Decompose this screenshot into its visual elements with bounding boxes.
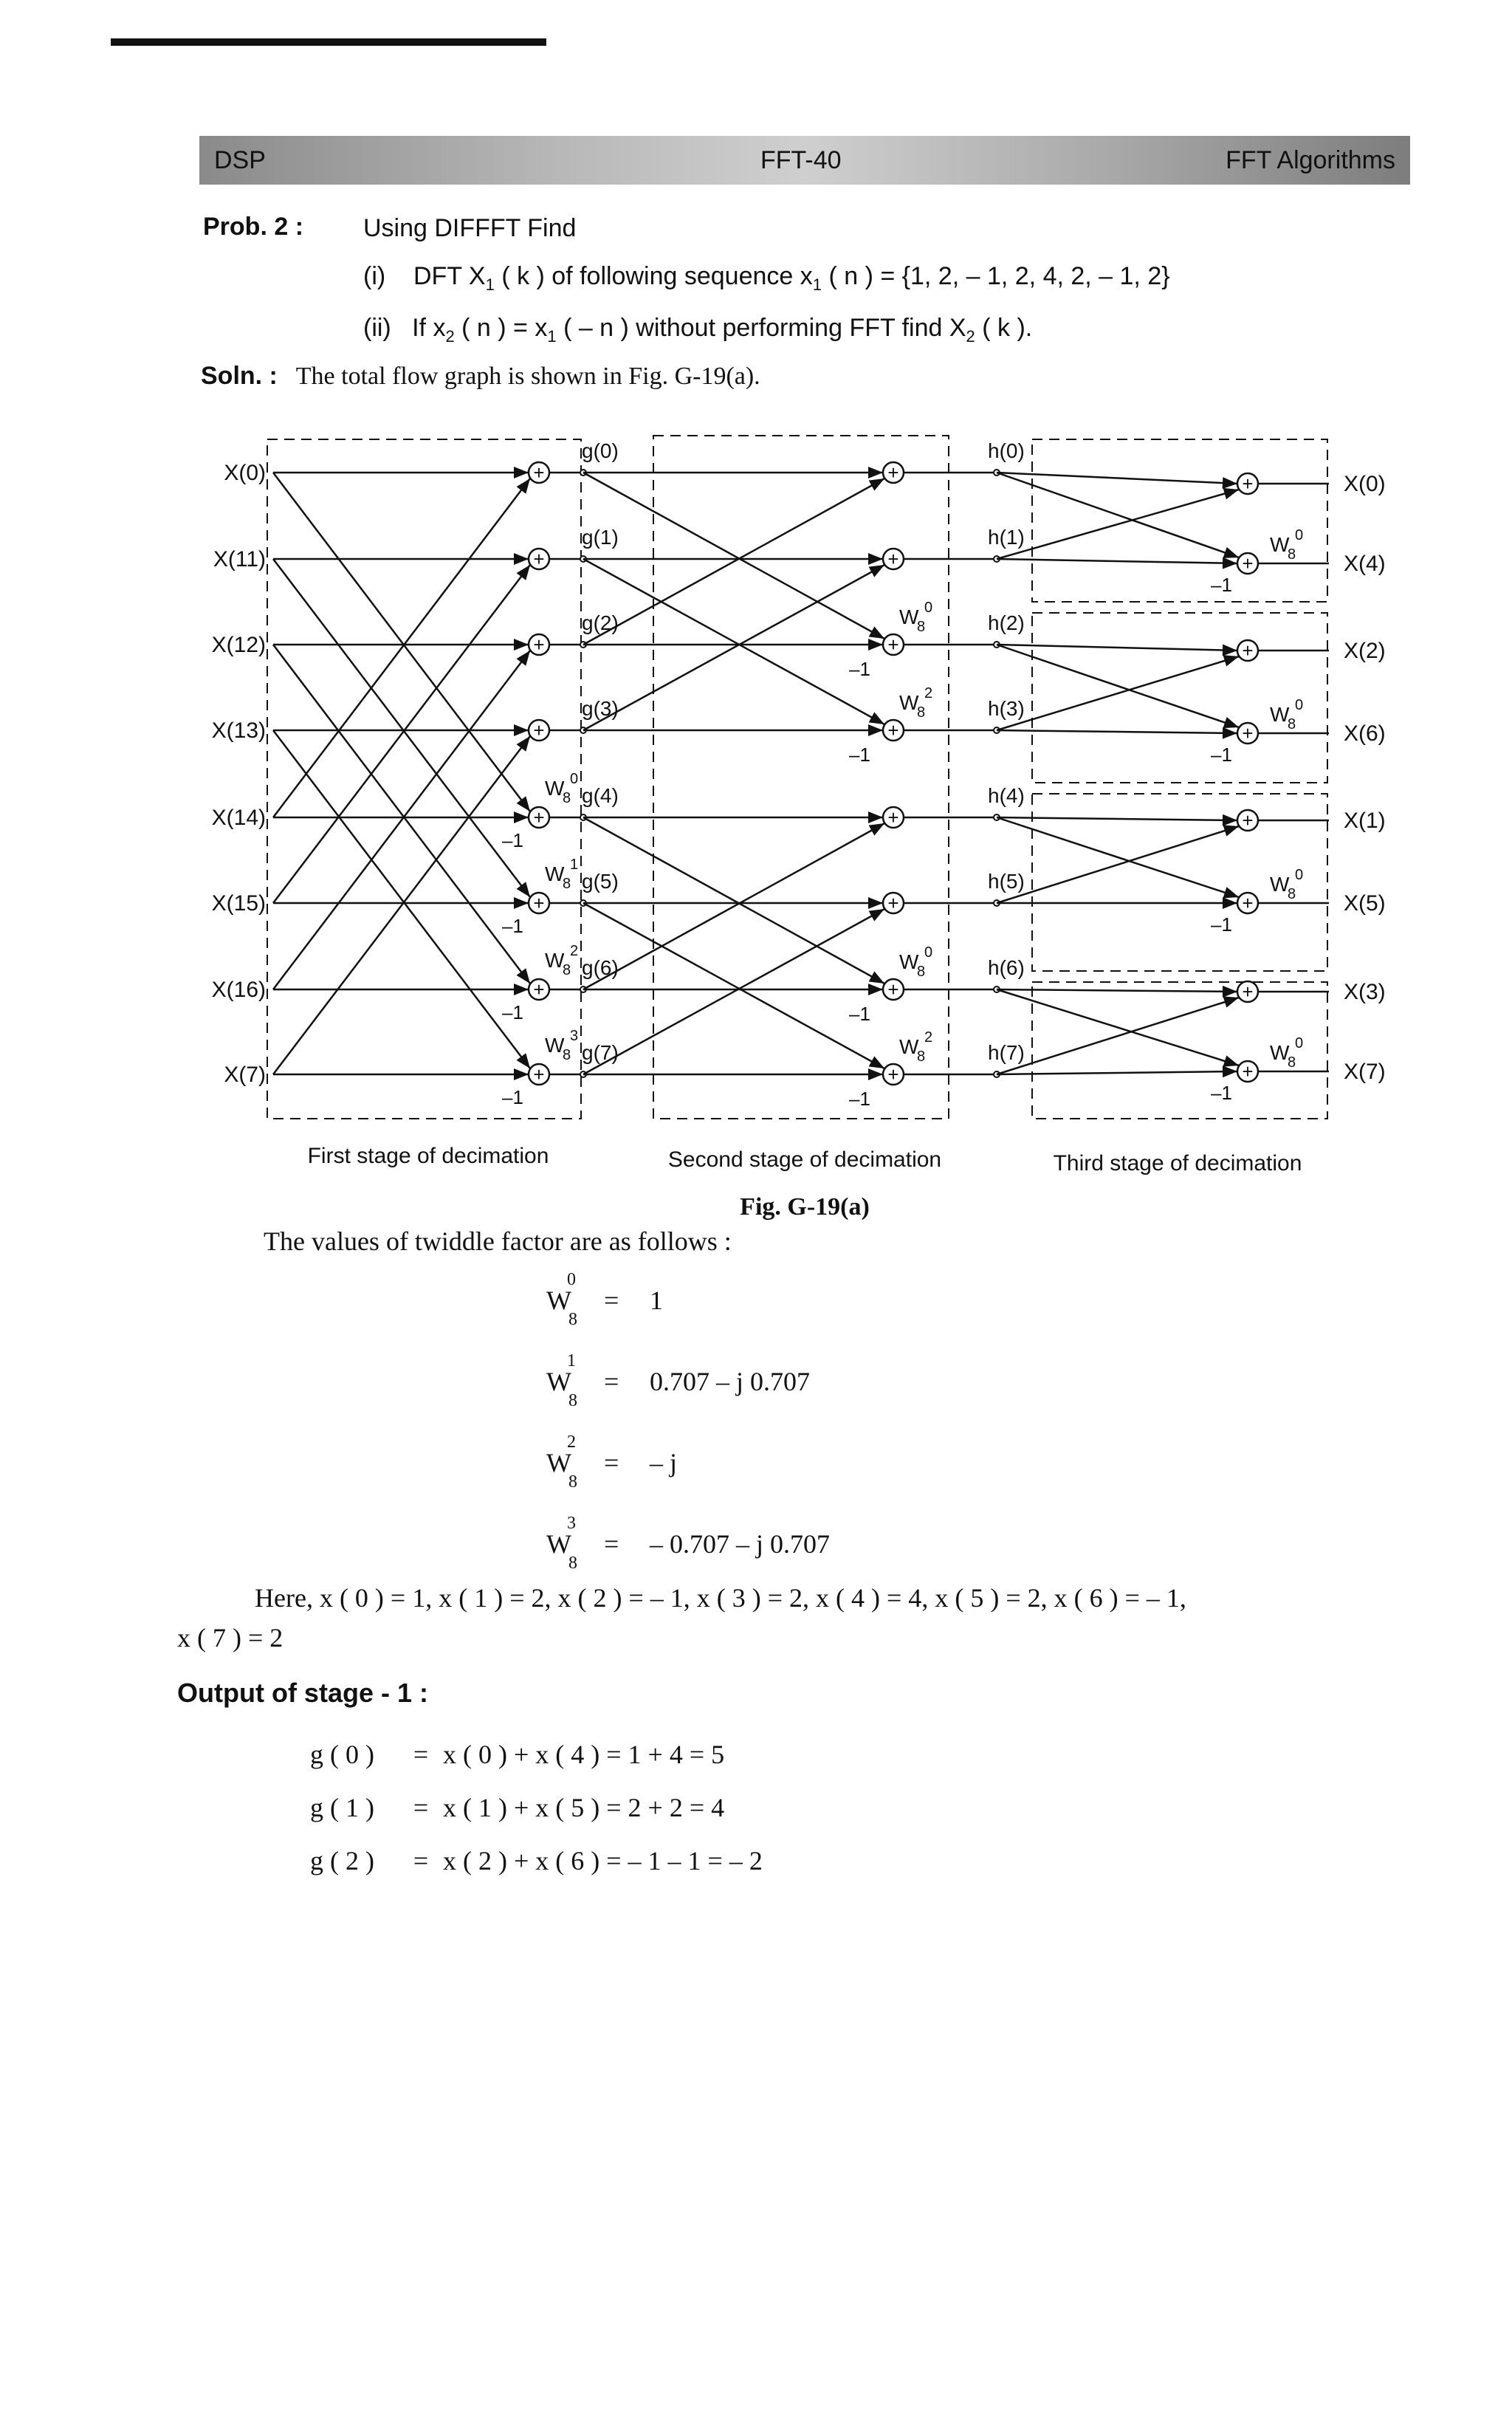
- adder-plus: +: [1242, 1060, 1254, 1082]
- stage1-rhs: x ( 2 ) + x ( 6 ) = – 1 – 1 = – 2: [443, 1846, 763, 1876]
- twiddle-value: 0.707 – j 0.707: [650, 1367, 811, 1396]
- stage1-rhs: x ( 1 ) + x ( 5 ) = 2 + 2 = 4: [443, 1793, 725, 1822]
- arrow-head: [1223, 825, 1239, 836]
- arrow-head: [1223, 986, 1237, 998]
- arrow-head: [517, 651, 530, 666]
- arrow-head: [868, 553, 883, 565]
- dashed-box: [267, 439, 581, 1119]
- arrow-head: [1223, 488, 1239, 499]
- minus-one-label: –1: [1211, 744, 1232, 766]
- input-label: X(16): [211, 978, 266, 1002]
- twiddle-exp: 3: [570, 1028, 579, 1044]
- stage1-cross-up: [273, 478, 530, 817]
- arrow-head: [869, 478, 884, 491]
- stage3-cross-down: [997, 473, 1239, 557]
- twiddle-w: W: [899, 691, 919, 714]
- twiddle-w: W: [545, 777, 565, 800]
- arrow-head: [514, 467, 529, 478]
- stage1-lhs: g ( 2 ): [310, 1846, 374, 1876]
- twiddle-exp: 0: [1295, 867, 1304, 883]
- twiddle-w: W: [1270, 873, 1290, 896]
- adder-plus: +: [1242, 639, 1254, 662]
- arrow-head: [869, 823, 884, 836]
- adder-plus: +: [1242, 981, 1254, 1003]
- output-label: X(0): [1344, 472, 1386, 496]
- twiddle-value: 1: [650, 1286, 663, 1315]
- arrow-head: [1223, 645, 1237, 656]
- stage1-lhs: g ( 0 ): [310, 1740, 374, 1769]
- adder-plus: +: [887, 978, 899, 1001]
- output-label: X(3): [1344, 980, 1386, 1004]
- twiddle-eq: =: [604, 1448, 619, 1478]
- minus-one-label: –1: [849, 1003, 870, 1025]
- input-label: X(0): [224, 461, 266, 485]
- output-label: X(5): [1344, 891, 1386, 916]
- output-label: X(4): [1344, 552, 1386, 576]
- arrow-head: [514, 724, 529, 736]
- arrow-head: [514, 984, 529, 995]
- twiddle-value: – 0.707 – j 0.707: [650, 1529, 831, 1559]
- g-label: g(0): [582, 439, 619, 462]
- arrow-head: [1223, 557, 1237, 569]
- twiddle-eq: =: [604, 1286, 619, 1315]
- twiddle-row: [546, 1514, 989, 1588]
- twiddle-exp: 1: [567, 1351, 576, 1370]
- twiddle-sub: 8: [563, 1047, 571, 1063]
- h-label: h(6): [988, 956, 1025, 979]
- arrow-head: [514, 811, 529, 823]
- output-label: X(1): [1344, 809, 1386, 833]
- here-line-2: x ( 7 ) = 2: [177, 1623, 284, 1653]
- stage1-eq: =: [413, 1740, 429, 1769]
- arrow-head: [1223, 1065, 1237, 1077]
- stage1-cross-down: [273, 645, 530, 984]
- adder-plus: +: [1242, 473, 1254, 495]
- adder-plus: +: [1242, 809, 1254, 831]
- stage1-cross-up: [273, 565, 530, 903]
- stage2-cross-down: [583, 903, 884, 1068]
- twiddle-sub: 8: [917, 704, 926, 721]
- stage1-eq: =: [413, 1846, 429, 1876]
- stage2-cross-up: [583, 823, 884, 989]
- stage2-cross-up: [583, 565, 884, 730]
- solution-line: Soln. : The total flow graph is shown in Fig. G-19(a).: [201, 362, 760, 390]
- arrow-head: [1223, 814, 1237, 826]
- stage1-cross-down: [273, 730, 530, 1068]
- twiddle-w: W: [546, 1367, 571, 1396]
- here-line-1: Here, x ( 0 ) = 1, x ( 1 ) = 2, x ( 2 ) = – 1, x ( 3 ) = 2, x ( 4 ) = 4, x ( 5 ) = 2, x ( 6 ) = – 1,: [255, 1583, 1186, 1613]
- minus-one-label: –1: [502, 1086, 523, 1108]
- arrow-head: [868, 1068, 883, 1080]
- adder-plus: +: [533, 1063, 545, 1085]
- arrow-head: [1223, 477, 1237, 489]
- stage1-cross-down: [273, 473, 530, 811]
- arrow-head: [514, 553, 529, 565]
- header-left: DSP: [214, 146, 266, 174]
- arrow-head: [869, 712, 884, 724]
- problem-intro: Using DIFFFT Find: [363, 214, 577, 242]
- arrow-head: [517, 736, 530, 752]
- twiddle-sub: 8: [563, 876, 571, 892]
- twiddle-row: [546, 1270, 989, 1344]
- output-label: X(7): [1344, 1060, 1386, 1084]
- minus-one-label: –1: [1211, 1082, 1232, 1104]
- h-label: h(4): [988, 784, 1025, 807]
- stage2-cross-down: [583, 473, 884, 639]
- arrow-head: [517, 565, 530, 580]
- minus-one-label: –1: [502, 829, 523, 851]
- stage1-lhs: g ( 1 ): [310, 1793, 374, 1822]
- arrow-head: [1223, 897, 1237, 909]
- arrow-head: [517, 882, 530, 897]
- twiddle-exp: 0: [924, 600, 933, 616]
- g-label: g(2): [582, 611, 619, 634]
- stage2-cross-down: [583, 559, 884, 724]
- twiddle-sub: 8: [568, 1310, 577, 1329]
- arrow-head: [517, 1053, 530, 1068]
- twiddle-exp: 2: [570, 943, 579, 959]
- top-rule: [111, 38, 546, 46]
- twiddle-sub: 8: [917, 619, 926, 635]
- arrow-head: [517, 796, 530, 811]
- minus-one-label: –1: [849, 744, 870, 766]
- stage3-horizontal: [997, 559, 1237, 563]
- twiddle-row: [546, 1432, 989, 1506]
- input-label: X(15): [211, 891, 266, 916]
- header-center: FFT-40: [760, 146, 842, 174]
- stage3-cross-down: [997, 817, 1239, 897]
- stage1-cross-up: [273, 651, 530, 989]
- arrow-head: [869, 1056, 884, 1068]
- stage2-caption: Second stage of decimation: [667, 1147, 942, 1172]
- twiddle-w: W: [546, 1529, 571, 1559]
- arrow-head: [868, 984, 883, 995]
- input-label: X(14): [211, 806, 266, 830]
- problem-label: Prob. 2 :: [203, 213, 304, 241]
- adder-plus: +: [533, 806, 545, 828]
- dashed-box: [653, 436, 949, 1119]
- flow-graph-figure: [211, 425, 1395, 1221]
- stage1-heading: Output of stage - 1 :: [177, 1678, 428, 1708]
- stage1-cross-up: [273, 736, 530, 1074]
- adder-plus: +: [887, 892, 899, 914]
- stage3-caption: Third stage of decimation: [1053, 1151, 1302, 1176]
- adder-plus: +: [1242, 892, 1254, 914]
- h-label: h(1): [988, 526, 1025, 549]
- adder-plus: +: [533, 548, 545, 570]
- twiddle-exp: 0: [1295, 1035, 1304, 1051]
- arrow-head: [868, 639, 883, 651]
- h-label: h(5): [988, 870, 1025, 893]
- problem-item-1: (i) DFT $X_1$ ( k ) of following sequence $x_1$ ( n ) = {1, 2, – 1, 2, 4, 2, – 1, 2}: [363, 262, 1170, 294]
- twiddle-sub: 8: [1288, 716, 1296, 732]
- twiddle-intro: The values of twiddle factor are as follows :: [264, 1226, 732, 1256]
- stage1-eq: =: [413, 1793, 429, 1822]
- stage3-cross-up: [997, 826, 1239, 903]
- arrow-head: [1223, 655, 1239, 666]
- arrow-head: [868, 811, 883, 823]
- adder-plus: +: [887, 548, 899, 570]
- input-label: X(7): [224, 1063, 266, 1087]
- stage2-cross-down: [583, 817, 884, 984]
- input-label: X(12): [211, 633, 266, 657]
- twiddle-w: W: [545, 862, 565, 885]
- problem-item-2: (ii) If $x_2$ ( n ) = $x_1$ ( – n ) without performing FFT find $X_2$ ( k ).: [363, 314, 1033, 346]
- twiddle-eq: =: [604, 1367, 619, 1396]
- arrow-head: [1223, 1055, 1239, 1066]
- arrow-head: [868, 724, 883, 736]
- stage1-row: [310, 1792, 724, 1823]
- dashed-box: [1032, 439, 1327, 602]
- stage3-horizontal: [997, 645, 1237, 651]
- figure-caption: Fig. G-19(a): [740, 1193, 870, 1221]
- twiddle-exp: 2: [924, 1029, 933, 1046]
- twiddle-exp: 0: [1295, 527, 1304, 543]
- adder-plus: +: [887, 634, 899, 656]
- twiddle-w: W: [1270, 703, 1290, 726]
- minus-one-label: –1: [1211, 913, 1232, 936]
- g-label: g(6): [582, 956, 619, 979]
- stage3-cross-up: [997, 998, 1239, 1074]
- arrow-head: [1223, 727, 1237, 739]
- minus-one-label: –1: [502, 915, 523, 937]
- twiddle-sub: 8: [1288, 1054, 1296, 1071]
- stage3-cross-down: [997, 989, 1239, 1065]
- h-label: h(0): [988, 439, 1025, 462]
- arrow-head: [1223, 717, 1239, 728]
- arrow-head: [869, 626, 884, 639]
- g-label: g(4): [582, 784, 619, 807]
- arrow-head: [514, 897, 529, 909]
- dashed-box: [1032, 613, 1327, 783]
- arrow-head: [869, 909, 884, 922]
- stage1-caption: First stage of decimation: [307, 1144, 549, 1168]
- twiddle-exp: 0: [567, 1270, 576, 1289]
- adder-plus: +: [533, 634, 545, 656]
- twiddle-sub: 8: [1288, 546, 1296, 563]
- minus-one-label: –1: [1211, 574, 1232, 596]
- adder-plus: +: [533, 719, 545, 741]
- stage1-row: [310, 1845, 763, 1876]
- adder-plus: +: [533, 461, 545, 484]
- twiddle-w: W: [899, 950, 919, 973]
- header-right: FFT Algorithms: [1226, 146, 1395, 174]
- h-label: h(3): [988, 697, 1025, 720]
- h-label: h(2): [988, 611, 1025, 634]
- stage2-cross-up: [583, 909, 884, 1074]
- twiddle-sub: 8: [563, 790, 571, 806]
- twiddle-sub: 8: [563, 962, 571, 978]
- stage3-cross-up: [997, 656, 1239, 730]
- g-label: g(5): [582, 870, 619, 893]
- g-label: g(3): [582, 697, 619, 720]
- arrow-head: [869, 565, 884, 577]
- twiddle-value: – j: [650, 1448, 678, 1478]
- arrow-head: [1223, 887, 1239, 898]
- stage3-cross-up: [997, 490, 1239, 559]
- g-label: g(7): [582, 1041, 619, 1064]
- arrow-head: [514, 1068, 529, 1080]
- twiddle-exp: 2: [567, 1432, 576, 1452]
- adder-plus: +: [1242, 722, 1254, 744]
- adder-plus: +: [1242, 552, 1254, 574]
- page-header: [199, 136, 1410, 185]
- twiddle-w: W: [546, 1448, 571, 1478]
- twiddle-row: [546, 1351, 989, 1425]
- twiddle-sub: 8: [568, 1554, 577, 1573]
- arrow-head: [868, 897, 883, 909]
- stage1-row: [310, 1739, 724, 1770]
- adder-plus: +: [887, 461, 899, 484]
- twiddle-sub: 8: [568, 1472, 577, 1492]
- stage3-cross-down: [997, 645, 1239, 727]
- arrow-head: [517, 478, 530, 494]
- g-label: g(1): [582, 526, 619, 549]
- adder-plus: +: [533, 978, 545, 1001]
- arrow-head: [514, 639, 529, 651]
- arrow-head: [517, 968, 530, 984]
- twiddle-w: W: [545, 949, 565, 972]
- output-label: X(2): [1344, 639, 1386, 663]
- adder-plus: +: [887, 1063, 899, 1085]
- stage1-cross-down: [273, 559, 530, 897]
- input-label: X(11): [213, 547, 266, 572]
- stage1-rhs: x ( 0 ) + x ( 4 ) = 1 + 4 = 5: [443, 1740, 725, 1769]
- stage2-cross-up: [583, 478, 884, 645]
- twiddle-sub: 8: [917, 1049, 926, 1065]
- twiddle-exp: 3: [567, 1514, 576, 1533]
- twiddle-eq: =: [604, 1529, 619, 1559]
- arrow-head: [869, 971, 884, 984]
- twiddle-sub: 8: [568, 1391, 577, 1410]
- arrow-head: [1223, 996, 1239, 1007]
- arrow-head: [868, 467, 883, 478]
- output-label: X(6): [1344, 721, 1386, 746]
- minus-one-label: –1: [849, 1088, 870, 1110]
- twiddle-exp: 0: [570, 771, 579, 787]
- arrow-head: [1223, 547, 1239, 558]
- twiddle-exp: 0: [924, 944, 933, 961]
- twiddle-exp: 2: [924, 685, 933, 701]
- twiddle-sub: 8: [1288, 886, 1296, 902]
- twiddle-w: W: [899, 605, 919, 628]
- stage3-horizontal: [997, 730, 1237, 733]
- minus-one-label: –1: [849, 658, 870, 680]
- twiddle-w: W: [1270, 533, 1290, 556]
- twiddle-w: W: [1270, 1041, 1290, 1064]
- twiddle-w: W: [546, 1286, 571, 1315]
- adder-plus: +: [887, 719, 899, 741]
- adder-plus: +: [887, 806, 899, 828]
- input-label: X(13): [211, 718, 266, 743]
- twiddle-exp: 1: [570, 857, 579, 873]
- twiddle-w: W: [899, 1035, 919, 1058]
- twiddle-sub: 8: [917, 964, 926, 980]
- twiddle-exp: 0: [1295, 697, 1304, 713]
- adder-plus: +: [533, 892, 545, 914]
- twiddle-w: W: [545, 1034, 565, 1057]
- minus-one-label: –1: [502, 1001, 523, 1023]
- h-label: h(7): [988, 1041, 1025, 1064]
